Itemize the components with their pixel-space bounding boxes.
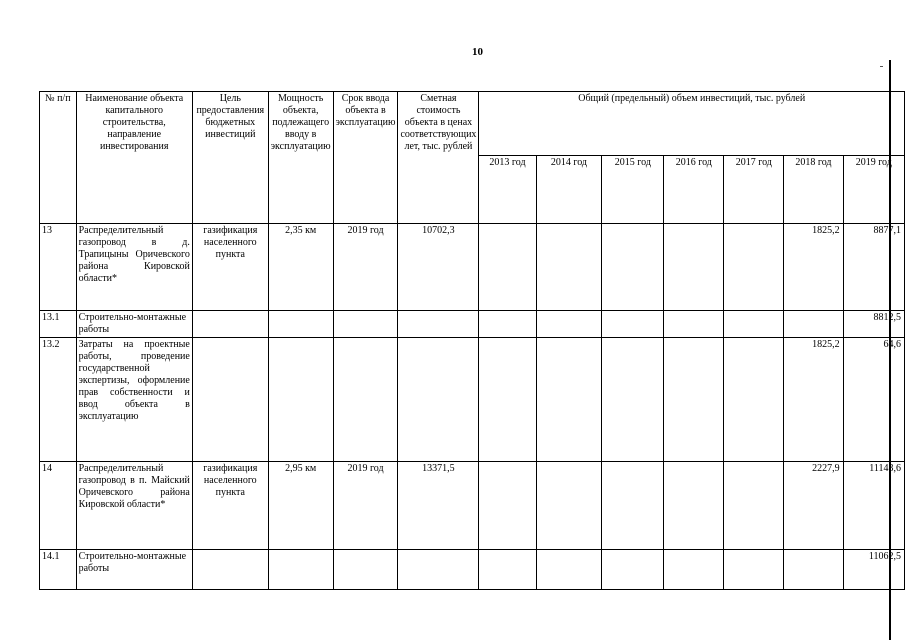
object-capacity: 2,95 км	[268, 462, 333, 550]
header-year: 2014 год	[536, 156, 602, 224]
investment-value	[724, 462, 784, 550]
investment-table	[39, 91, 905, 590]
header-cost: Сметная стоимость объекта в ценах соответствующих лет, тыс. рублей	[398, 92, 479, 224]
header-purpose: Цель предоставления бюджетных инвестиций	[192, 92, 268, 224]
investment-value	[536, 224, 602, 311]
object-capacity	[268, 338, 333, 462]
investment-value: 2227,9	[784, 462, 843, 550]
investment-value: 11143,6	[843, 462, 904, 550]
investment-value	[479, 311, 536, 338]
investment-value	[536, 462, 602, 550]
investment-value	[784, 550, 843, 590]
estimated-cost: 13371,5	[398, 462, 479, 550]
commissioning-term	[333, 311, 398, 338]
commissioning-term: 2019 год	[333, 462, 398, 550]
table-row	[40, 311, 905, 338]
investment-value	[724, 338, 784, 462]
investment-value	[479, 462, 536, 550]
investment-value: 64,6	[843, 338, 904, 462]
investment-value: 8812,5	[843, 311, 904, 338]
investment-value	[536, 311, 602, 338]
investment-value	[724, 550, 784, 590]
row-number: 13.2	[40, 338, 77, 462]
header-year: 2018 год	[784, 156, 843, 224]
object-name: Распределительный газопровод в п. Майский Оричевского района Кировской области*	[76, 462, 192, 550]
investment-value: 1825,2	[784, 224, 843, 311]
investment-value	[664, 462, 724, 550]
commissioning-term	[333, 550, 398, 590]
row-number: 13.1	[40, 311, 77, 338]
table-row	[40, 338, 905, 462]
object-capacity	[268, 550, 333, 590]
estimated-cost: 10702,3	[398, 224, 479, 311]
table-row	[40, 462, 905, 550]
table-row	[40, 550, 905, 590]
investment-value	[724, 224, 784, 311]
investment-value	[664, 224, 724, 311]
object-name: Затраты на проектные работы, проведение государственной экспертизы, оформление прав собственности и ввод объекта в эксплуатацию	[76, 338, 192, 462]
investment-value	[664, 550, 724, 590]
estimated-cost	[398, 311, 479, 338]
header-capacity: Мощность объекта, подлежащего вводу в эксплуатацию	[268, 92, 333, 224]
estimated-cost	[398, 550, 479, 590]
investment-value	[602, 462, 664, 550]
object-capacity: 2,35 км	[268, 224, 333, 311]
investment-purpose	[192, 550, 268, 590]
investment-value	[664, 311, 724, 338]
investment-value	[536, 338, 602, 462]
object-capacity	[268, 311, 333, 338]
row-number: 13	[40, 224, 77, 311]
investment-purpose	[192, 311, 268, 338]
estimated-cost	[398, 338, 479, 462]
investment-value	[664, 338, 724, 462]
investment-value	[479, 338, 536, 462]
investment-value	[479, 224, 536, 311]
table-row	[40, 224, 905, 311]
row-number: 14.1	[40, 550, 77, 590]
investment-purpose	[192, 338, 268, 462]
investment-value	[602, 311, 664, 338]
investment-value	[602, 550, 664, 590]
header-no: № п/п	[40, 92, 77, 224]
investment-value: 8877,1	[843, 224, 904, 311]
investment-value: 11062,5	[843, 550, 904, 590]
object-name: Строительно-монтажные работы	[76, 550, 192, 590]
investment-value	[724, 311, 784, 338]
header-term: Срок ввода объекта в эксплуатацию	[333, 92, 398, 224]
investment-value	[784, 311, 843, 338]
page-number: 10	[472, 46, 483, 58]
object-name: Строительно-монтажные работы	[76, 311, 192, 338]
header-year: 2015 год	[602, 156, 664, 224]
investment-value	[479, 550, 536, 590]
investment-value	[536, 550, 602, 590]
investment-purpose: газификация населенного пункта	[192, 224, 268, 311]
header-year: 2016 год	[664, 156, 724, 224]
header-year: 2019 год	[843, 156, 904, 224]
scan-mark	[880, 66, 883, 67]
commissioning-term	[333, 338, 398, 462]
row-number: 14	[40, 462, 77, 550]
investment-value	[602, 338, 664, 462]
investment-purpose: газификация населенного пункта	[192, 462, 268, 550]
investment-value: 1825,2	[784, 338, 843, 462]
header-year: 2017 год	[724, 156, 784, 224]
header-year: 2013 год	[479, 156, 536, 224]
commissioning-term: 2019 год	[333, 224, 398, 311]
investment-value	[602, 224, 664, 311]
header-name: Наименование объекта капитального строительства, направление инвестирования	[76, 92, 192, 224]
object-name: Распределительный газопровод в д. Трапицыны Оричевского района Кировской области*	[76, 224, 192, 311]
header-investments: Общий (предельный) объем инвестиций, тыс. рублей	[479, 92, 905, 156]
